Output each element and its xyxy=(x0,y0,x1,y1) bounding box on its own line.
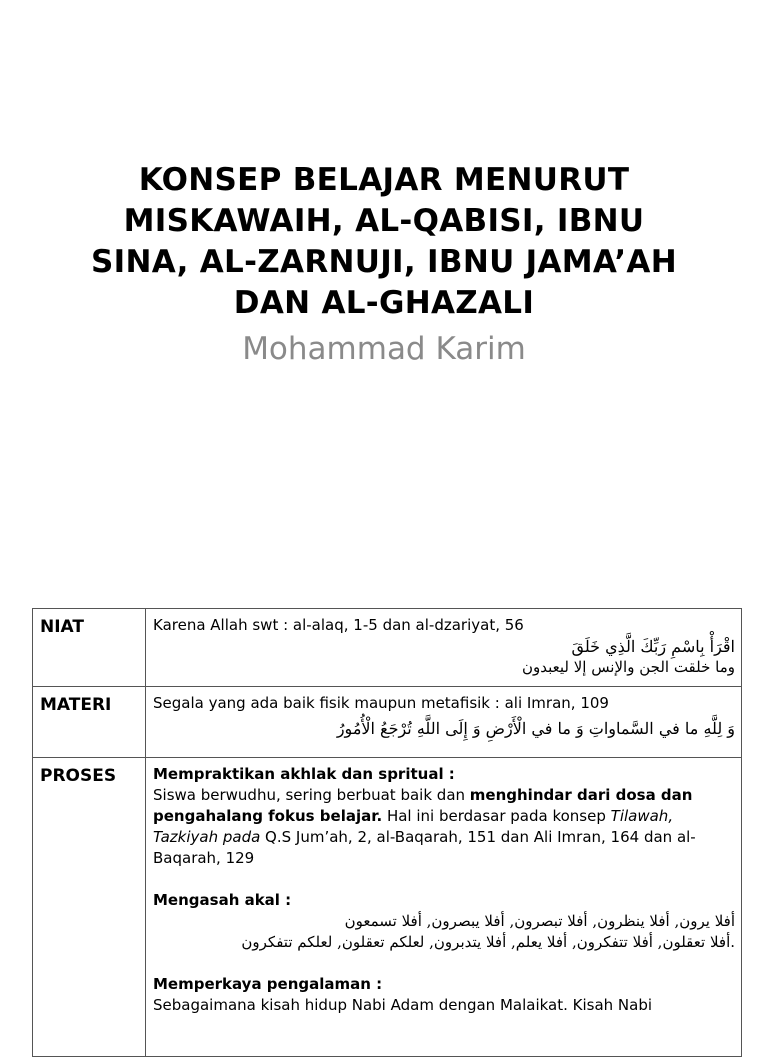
row-text: Segala yang ada baik fisik maupun metafisik : ali Imran, 109 xyxy=(153,694,609,712)
table-row xyxy=(33,758,742,1057)
table-row xyxy=(33,687,742,758)
concept-table xyxy=(32,608,742,1057)
section-heading: Mempraktikan akhlak dan spritual : xyxy=(153,765,455,783)
slide-author: Mohammad Karim xyxy=(242,331,526,367)
slide-title xyxy=(40,160,728,324)
row-content-niat xyxy=(146,609,742,687)
slide-title-line: SINA, AL-ZARNUJI, IBNU JAMA’AH xyxy=(91,244,677,280)
arabic-verse: اقْرَأْ بِاسْمِ رَبِّكَ الَّذِي خَلَقَ xyxy=(571,637,735,656)
table-row xyxy=(33,609,742,687)
row-content-proses xyxy=(146,758,742,1057)
row-label-niat: NIAT xyxy=(33,609,146,687)
section-heading: Mengasah akal : xyxy=(153,891,292,909)
slide-title-line: MISKAWAIH, AL-QABISI, IBNU xyxy=(123,203,645,239)
slide-title-line: DAN AL-GHAZALI xyxy=(233,285,535,321)
arabic-verse: أفلا يرون, أفلا ينظرون, أفلا تبصرون, أفلا يبصرون, أفلا تسمعون xyxy=(344,912,735,930)
arabic-verse: وَ لِلَّهِ ما في السَّماواتِ وَ ما في الْأَرْضِ وَ إِلَى اللَّهِ تُرْجَعُ الْأُمُورُ xyxy=(336,719,735,738)
section-heading: Memperkaya pengalaman : xyxy=(153,975,383,993)
arabic-verse: .أفلا تعقلون, أفلا تتفكرون, أفلا يعلم, أفلا يتدبرون, لعلكم تعقلون, لعلكم تتفكرون xyxy=(241,933,735,951)
row-label-proses: PROSES xyxy=(33,758,146,1057)
arabic-verse: وما خلقت الجن والإنس إلا ليعبدون xyxy=(521,658,735,676)
row-text: Karena Allah swt : al-alaq, 1-5 dan al-dzariyat, 56 xyxy=(153,616,524,634)
row-label-materi: MATERI xyxy=(33,687,146,758)
section-text: Siswa berwudhu, sering berbuat baik dan menghindar dari dosa dan pengahalang fokus belajar. Hal ini berdasar pada konsep Tilawah, Tazkiyah pada Q.S Jum’ah, 2, al-Baqarah, 151 dan Ali Imran, 164 dan al-Baqarah, 129 xyxy=(153,786,696,867)
slide-title-line: KONSEP BELAJAR MENURUT xyxy=(138,162,630,198)
section-text: Sebagaimana kisah hidup Nabi Adam dengan Malaikat. Kisah Nabi xyxy=(153,996,653,1014)
row-content-materi xyxy=(146,687,742,758)
